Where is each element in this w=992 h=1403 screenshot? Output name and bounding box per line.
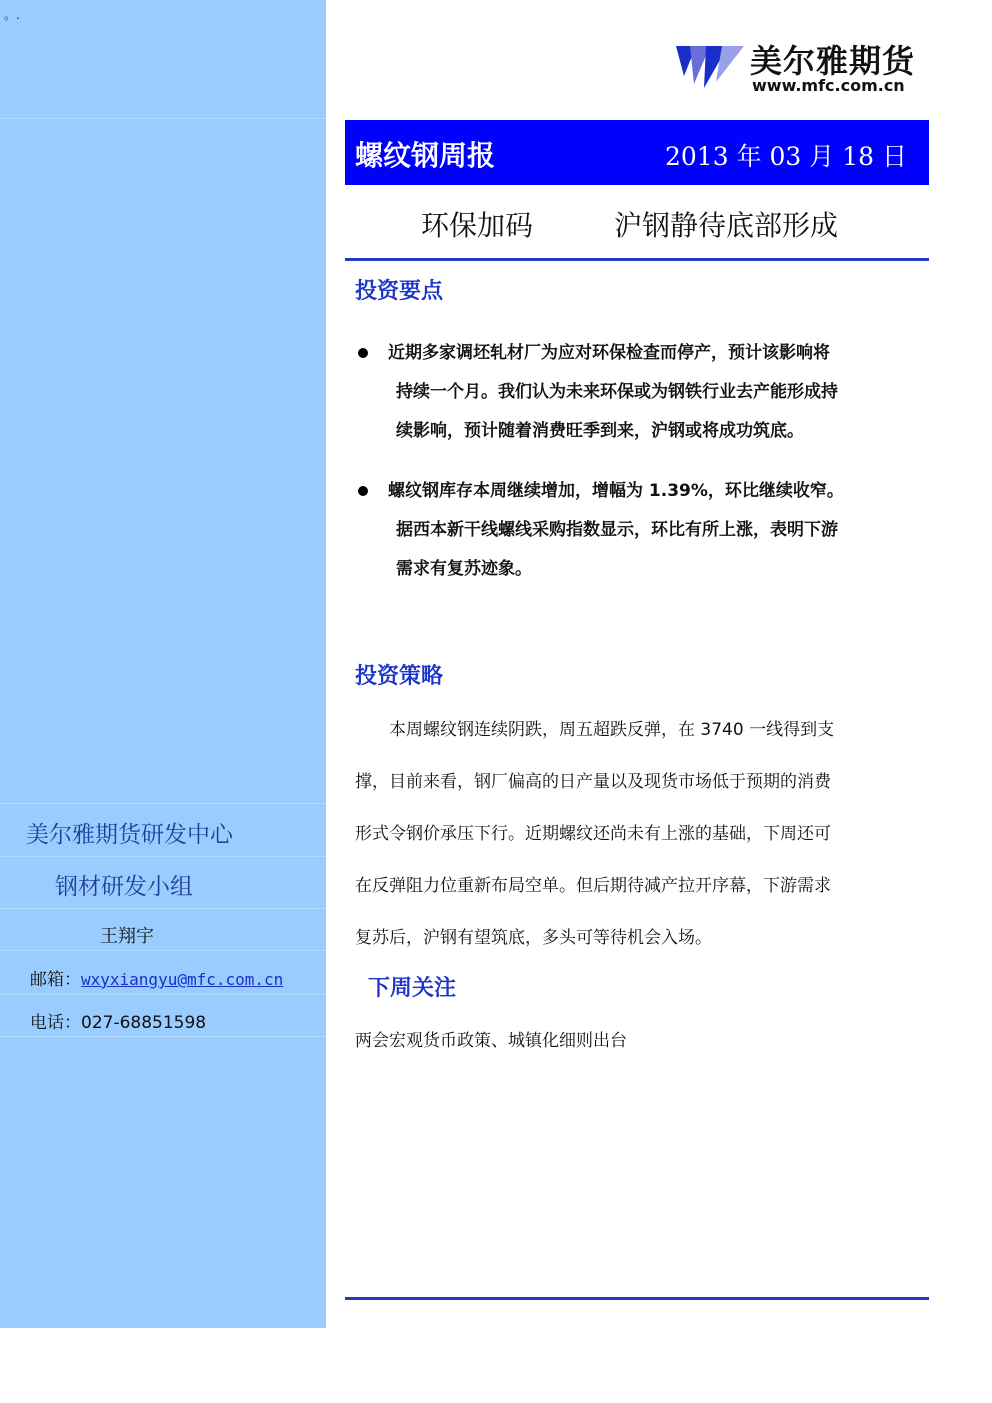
bullet-line: 需求有复苏迹象。 — [396, 559, 532, 579]
phone-row — [30, 1008, 206, 1033]
sidebar-divider — [0, 950, 326, 951]
key-points-heading: 投资要点 — [355, 279, 444, 304]
paragraph-line: 形式令钢价承压下行。近期螺纹还尚未有上涨的基础，下周还可 — [355, 824, 831, 844]
sidebar-divider — [0, 994, 326, 995]
email-row — [30, 965, 283, 990]
sidebar-divider — [0, 803, 326, 804]
bullet-line: 据西本新干线螺线采购指数显示，环比有所上涨，表明下游 — [396, 520, 838, 540]
author-name: 王翔宇 — [100, 926, 154, 947]
phone-label: 电话： — [30, 1013, 81, 1033]
sidebar-divider — [0, 1036, 326, 1037]
paragraph-line: 本周螺纹钢连续阴跌，周五超跌反弹，在 3740 一线得到支 — [355, 720, 835, 740]
sidebar-divider — [0, 856, 326, 857]
paragraph-line: 复苏后，沪钢有望筑底，多头可等待机会入场。 — [355, 928, 712, 948]
bullet-line: 近期多家调坯轧材厂为应对环保检查而停产，预计该影响将 — [388, 343, 830, 363]
bullet-icon — [358, 348, 368, 358]
email-link[interactable]: wxyxiangyu@mfc.com.cn — [81, 970, 284, 989]
bullet-point — [388, 472, 844, 589]
bullet-line: 螺纹钢库存本周继续增加，增幅为 1.39%，环比继续收窄。 — [388, 481, 844, 501]
sidebar-divider — [0, 908, 326, 909]
team-name: 钢材研发小组 — [55, 874, 193, 900]
report-date: 2013 年 03 月 18 日 — [665, 142, 907, 171]
bullet-line: 续影响，预计随着消费旺季到来，沪钢或将成功筑底。 — [396, 421, 804, 441]
headline-left: 环保加码 — [421, 209, 534, 242]
brand-name: 美尔雅期货 — [750, 42, 916, 80]
brand-url[interactable]: www.mfc.com.cn — [752, 76, 905, 95]
bullet-line: 持续一个月。我们认为未来环保或为钢铁行业去产能形成持 — [396, 382, 838, 402]
strategy-heading: 投资策略 — [355, 664, 444, 689]
corner-marks: 。. — [4, 8, 20, 22]
report-banner — [345, 120, 929, 185]
next-week-text: 两会宏观货币政策、城镇化细则出台 — [355, 1031, 627, 1051]
report-title: 螺纹钢周报 — [355, 139, 496, 172]
footer-divider — [345, 1297, 929, 1300]
bullet-icon — [358, 486, 368, 496]
paragraph-line: 在反弹阻力位重新布局空单。但后期待减产拉开序幕，下游需求 — [355, 876, 831, 896]
headline-divider — [345, 258, 929, 261]
next-week-heading: 下周关注 — [368, 976, 457, 1001]
strategy-paragraph — [355, 704, 925, 964]
email-label: 邮箱： — [30, 970, 81, 990]
sidebar-divider — [0, 118, 326, 119]
phone-number: 027-68851598 — [81, 1013, 207, 1033]
headline-right: 沪钢静待底部形成 — [614, 209, 839, 242]
sidebar-panel — [0, 0, 326, 1328]
research-center-name: 美尔雅期货研发中心 — [26, 822, 233, 848]
bullet-point — [388, 334, 838, 451]
paragraph-line: 撑，目前来看，钢厂偏高的日产量以及现货市场低于预期的消费 — [355, 772, 831, 792]
